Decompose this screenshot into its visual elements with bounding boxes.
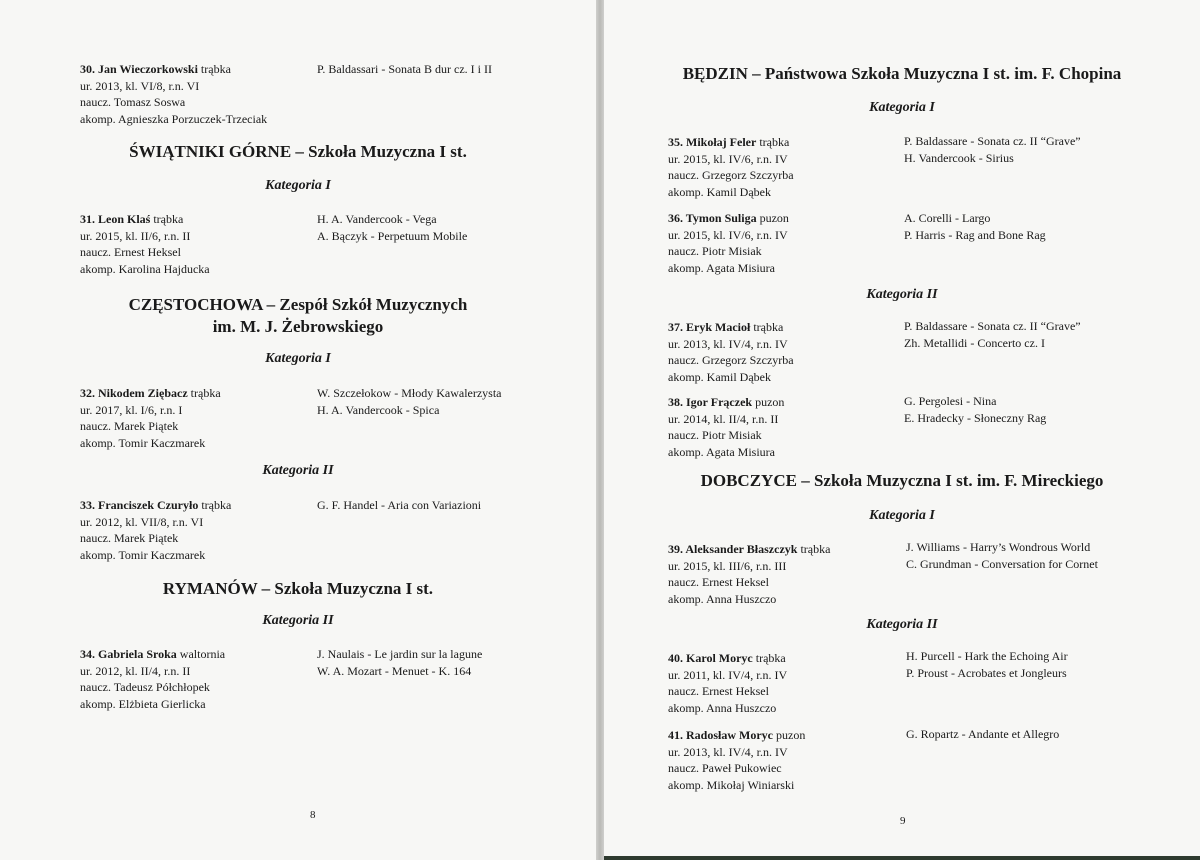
- teacher: naucz. Ernest Heksel: [668, 684, 769, 698]
- school-title: RYMANÓW – Szkoła Muzyczna I st.: [162, 579, 434, 598]
- teacher: naucz. Tomasz Soswa: [80, 95, 186, 109]
- piece: G. Ropartz - Andante et Allegro: [906, 727, 1060, 741]
- pieces-40: [906, 648, 1068, 681]
- performer-name: 37. Eryk Macioł: [668, 320, 751, 334]
- entry-35: [668, 134, 794, 200]
- category-heading: Kategoria I: [869, 100, 935, 115]
- birth-class: ur. 2015, kl. III/6, r.n. III: [668, 558, 787, 573]
- piece: C. Grundman - Conversation for Cornet: [906, 556, 1098, 571]
- category-heading: Kategoria II: [262, 463, 334, 478]
- birth-class: ur. 2015, kl. IV/6, r.n. IV: [668, 151, 788, 166]
- birth-class: ur. 2012, kl. VII/8, r.n. VI: [80, 514, 204, 529]
- birth-class: ur. 2013, kl. IV/4, r.n. IV: [668, 336, 788, 351]
- teacher: naucz. Ernest Heksel: [668, 575, 769, 589]
- right-page: [604, 0, 1200, 860]
- birth-class: ur. 2012, kl. II/4, r.n. II: [80, 663, 191, 678]
- piece: H. Vandercook - Sirius: [904, 150, 1014, 165]
- piece: P. Baldassare - Sonata cz. II “Grave”: [904, 319, 1081, 333]
- entry-39: [668, 541, 830, 607]
- page-edge: [604, 856, 1200, 860]
- instrument: trąbka: [201, 498, 232, 512]
- instrument: trąbka: [753, 320, 784, 334]
- entry-30: [80, 61, 267, 127]
- entry-32: [80, 385, 221, 451]
- instrument: waltornia: [179, 647, 226, 661]
- piece: G. Pergolesi - Nina: [904, 394, 997, 408]
- page-number: 8: [310, 809, 316, 821]
- performer-name: 32. Nikodem Ziębacz: [80, 386, 188, 400]
- teacher: naucz. Grzegorz Szczyrba: [668, 168, 794, 182]
- teacher: naucz. Piotr Misiak: [668, 244, 762, 258]
- left-page: [0, 0, 596, 860]
- performer-name: 39. Aleksander Błaszczyk: [668, 542, 798, 556]
- school-title: ŚWIĄTNIKI GÓRNE – Szkoła Muzyczna I st.: [129, 142, 467, 161]
- teacher: naucz. Marek Piątek: [80, 531, 179, 545]
- teacher: naucz. Piotr Misiak: [668, 428, 762, 442]
- accompanist: akomp. Anna Huszczo: [668, 700, 777, 715]
- entry-40: [668, 650, 787, 716]
- pieces-30: [317, 61, 492, 78]
- accompanist: akomp. Anna Huszczo: [668, 591, 777, 606]
- teacher: naucz. Paweł Pukowiec: [668, 761, 782, 775]
- piece: P. Harris - Rag and Bone Rag: [904, 227, 1046, 242]
- category-heading: Kategoria II: [866, 617, 938, 632]
- birth-class: ur. 2015, kl. II/6, r.n. II: [80, 228, 191, 243]
- accompanist: akomp. Elżbieta Gierlicka: [80, 696, 206, 711]
- school-heading-bedzin: [604, 63, 1200, 85]
- piece: W. A. Mozart - Menuet - K. 164: [317, 663, 472, 678]
- accompanist: akomp. Agata Misiura: [668, 444, 775, 459]
- performer-name: 35. Mikołaj Feler: [668, 135, 757, 149]
- pieces-33: [317, 497, 481, 514]
- school-heading-czestochowa: [0, 294, 596, 338]
- accompanist: akomp. Agata Misiura: [668, 260, 775, 275]
- performer-name: 33. Franciszek Czuryło: [80, 498, 199, 512]
- category-heading: Kategoria I: [265, 178, 331, 193]
- piece: G. F. Handel - Aria con Variazioni: [317, 498, 482, 512]
- instrument: puzon: [776, 728, 806, 742]
- accompanist: akomp. Tomir Kaczmarek: [80, 435, 206, 450]
- school-heading-swiatniki: [0, 141, 596, 163]
- performer-name: 40. Karol Moryc: [668, 651, 753, 665]
- pieces-37: [904, 318, 1081, 351]
- performer-name: 34. Gabriela Sroka: [80, 647, 177, 661]
- piece: Zh. Metallidi - Concerto cz. I: [904, 335, 1045, 350]
- accompanist: akomp. Tomir Kaczmarek: [80, 547, 206, 562]
- category-heading: Kategoria I: [265, 351, 331, 366]
- page-number: 9: [900, 815, 906, 827]
- pieces-36: [904, 210, 1046, 243]
- school-title-line2: im. M. J. Żebrowskiego: [212, 317, 384, 336]
- school-title: CZĘSTOCHOWA – Zespół Szkół Muzycznych: [128, 295, 468, 314]
- teacher: naucz. Tadeusz Półchłopek: [80, 680, 210, 694]
- teacher: naucz. Marek Piątek: [80, 419, 179, 433]
- pieces-35: [904, 133, 1081, 166]
- birth-class: ur. 2013, kl. IV/4, r.n. IV: [668, 744, 788, 759]
- birth-class: ur. 2011, kl. IV/4, r.n. IV: [668, 667, 788, 682]
- school-heading-rymanow: [0, 578, 596, 600]
- instrument: trąbka: [759, 135, 790, 149]
- piece: H. Purcell - Hark the Echoing Air: [906, 649, 1068, 663]
- performer-name: 31. Leon Klaś: [80, 212, 151, 226]
- pieces-38: [904, 393, 1046, 426]
- piece: H. A. Vandercook - Spica: [317, 402, 440, 417]
- accompanist: akomp. Karolina Hajducka: [80, 261, 210, 276]
- piece: P. Proust - Acrobates et Jongleurs: [906, 665, 1067, 680]
- instrument: trąbka: [755, 651, 786, 665]
- performer-name: 41. Radosław Moryc: [668, 728, 773, 742]
- school-title: DOBCZYCE – Szkoła Muzyczna I st. im. F. Mireckiego: [700, 471, 1104, 490]
- entry-31: [80, 211, 210, 277]
- accompanist: akomp. Mikołaj Winiarski: [668, 777, 795, 792]
- piece: J. Naulais - Le jardin sur la lagune: [317, 647, 483, 661]
- performer-name: 36. Tymon Suliga: [668, 211, 757, 225]
- instrument: trąbka: [153, 212, 184, 226]
- birth-class: ur. 2017, kl. I/6, r.n. I: [80, 402, 183, 417]
- entry-41: [668, 727, 805, 793]
- category-heading: Kategoria II: [262, 613, 334, 628]
- pieces-31: [317, 211, 467, 244]
- pieces-34: [317, 646, 482, 679]
- piece: E. Hradecky - Słoneczny Rag: [904, 410, 1047, 425]
- school-heading-dobczyce: [604, 470, 1200, 492]
- instrument: puzon: [759, 211, 789, 225]
- birth-class: ur. 2013, kl. VI/8, r.n. VI: [80, 78, 200, 93]
- piece: P. Baldassare - Sonata cz. II “Grave”: [904, 134, 1081, 148]
- teacher: naucz. Grzegorz Szczyrba: [668, 353, 794, 367]
- pieces-32: [317, 385, 502, 418]
- piece: A. Corelli - Largo: [904, 211, 991, 225]
- pieces-41: [906, 726, 1059, 743]
- piece: H. A. Vandercook - Vega: [317, 212, 437, 226]
- entry-34: [80, 646, 225, 712]
- birth-class: ur. 2015, kl. IV/6, r.n. IV: [668, 227, 788, 242]
- entry-33: [80, 497, 231, 563]
- accompanist: akomp. Agnieszka Porzuczek-Trzeciak: [80, 111, 268, 126]
- pieces-39: [906, 539, 1098, 572]
- instrument: trąbka: [800, 542, 831, 556]
- category-heading: Kategoria I: [869, 508, 935, 523]
- piece: A. Bączyk - Perpetuum Mobile: [317, 228, 468, 243]
- instrument: trąbka: [190, 386, 221, 400]
- instrument: trąbka: [200, 62, 231, 76]
- piece: J. Williams - Harry’s Wondrous World: [906, 540, 1091, 554]
- gutter: [596, 0, 604, 860]
- entry-36: [668, 210, 789, 276]
- piece: W. Szczełokow - Młody Kawalerzysta: [317, 386, 502, 400]
- performer-name: 38. Igor Frączek: [668, 395, 753, 409]
- accompanist: akomp. Kamil Dąbek: [668, 184, 771, 199]
- accompanist: akomp. Kamil Dąbek: [668, 369, 771, 384]
- school-title: BĘDZIN – Państwowa Szkoła Muzyczna I st. im. F. Chopina: [682, 64, 1122, 83]
- performer-name: 30. Jan Wieczorkowski: [80, 62, 198, 76]
- instrument: puzon: [755, 395, 785, 409]
- teacher: naucz. Ernest Heksel: [80, 245, 181, 259]
- entry-38: [668, 394, 784, 460]
- birth-class: ur. 2014, kl. II/4, r.n. II: [668, 411, 779, 426]
- piece: P. Baldassari - Sonata B dur cz. I i II: [317, 62, 492, 76]
- category-heading: Kategoria II: [866, 287, 938, 302]
- entry-37: [668, 319, 794, 385]
